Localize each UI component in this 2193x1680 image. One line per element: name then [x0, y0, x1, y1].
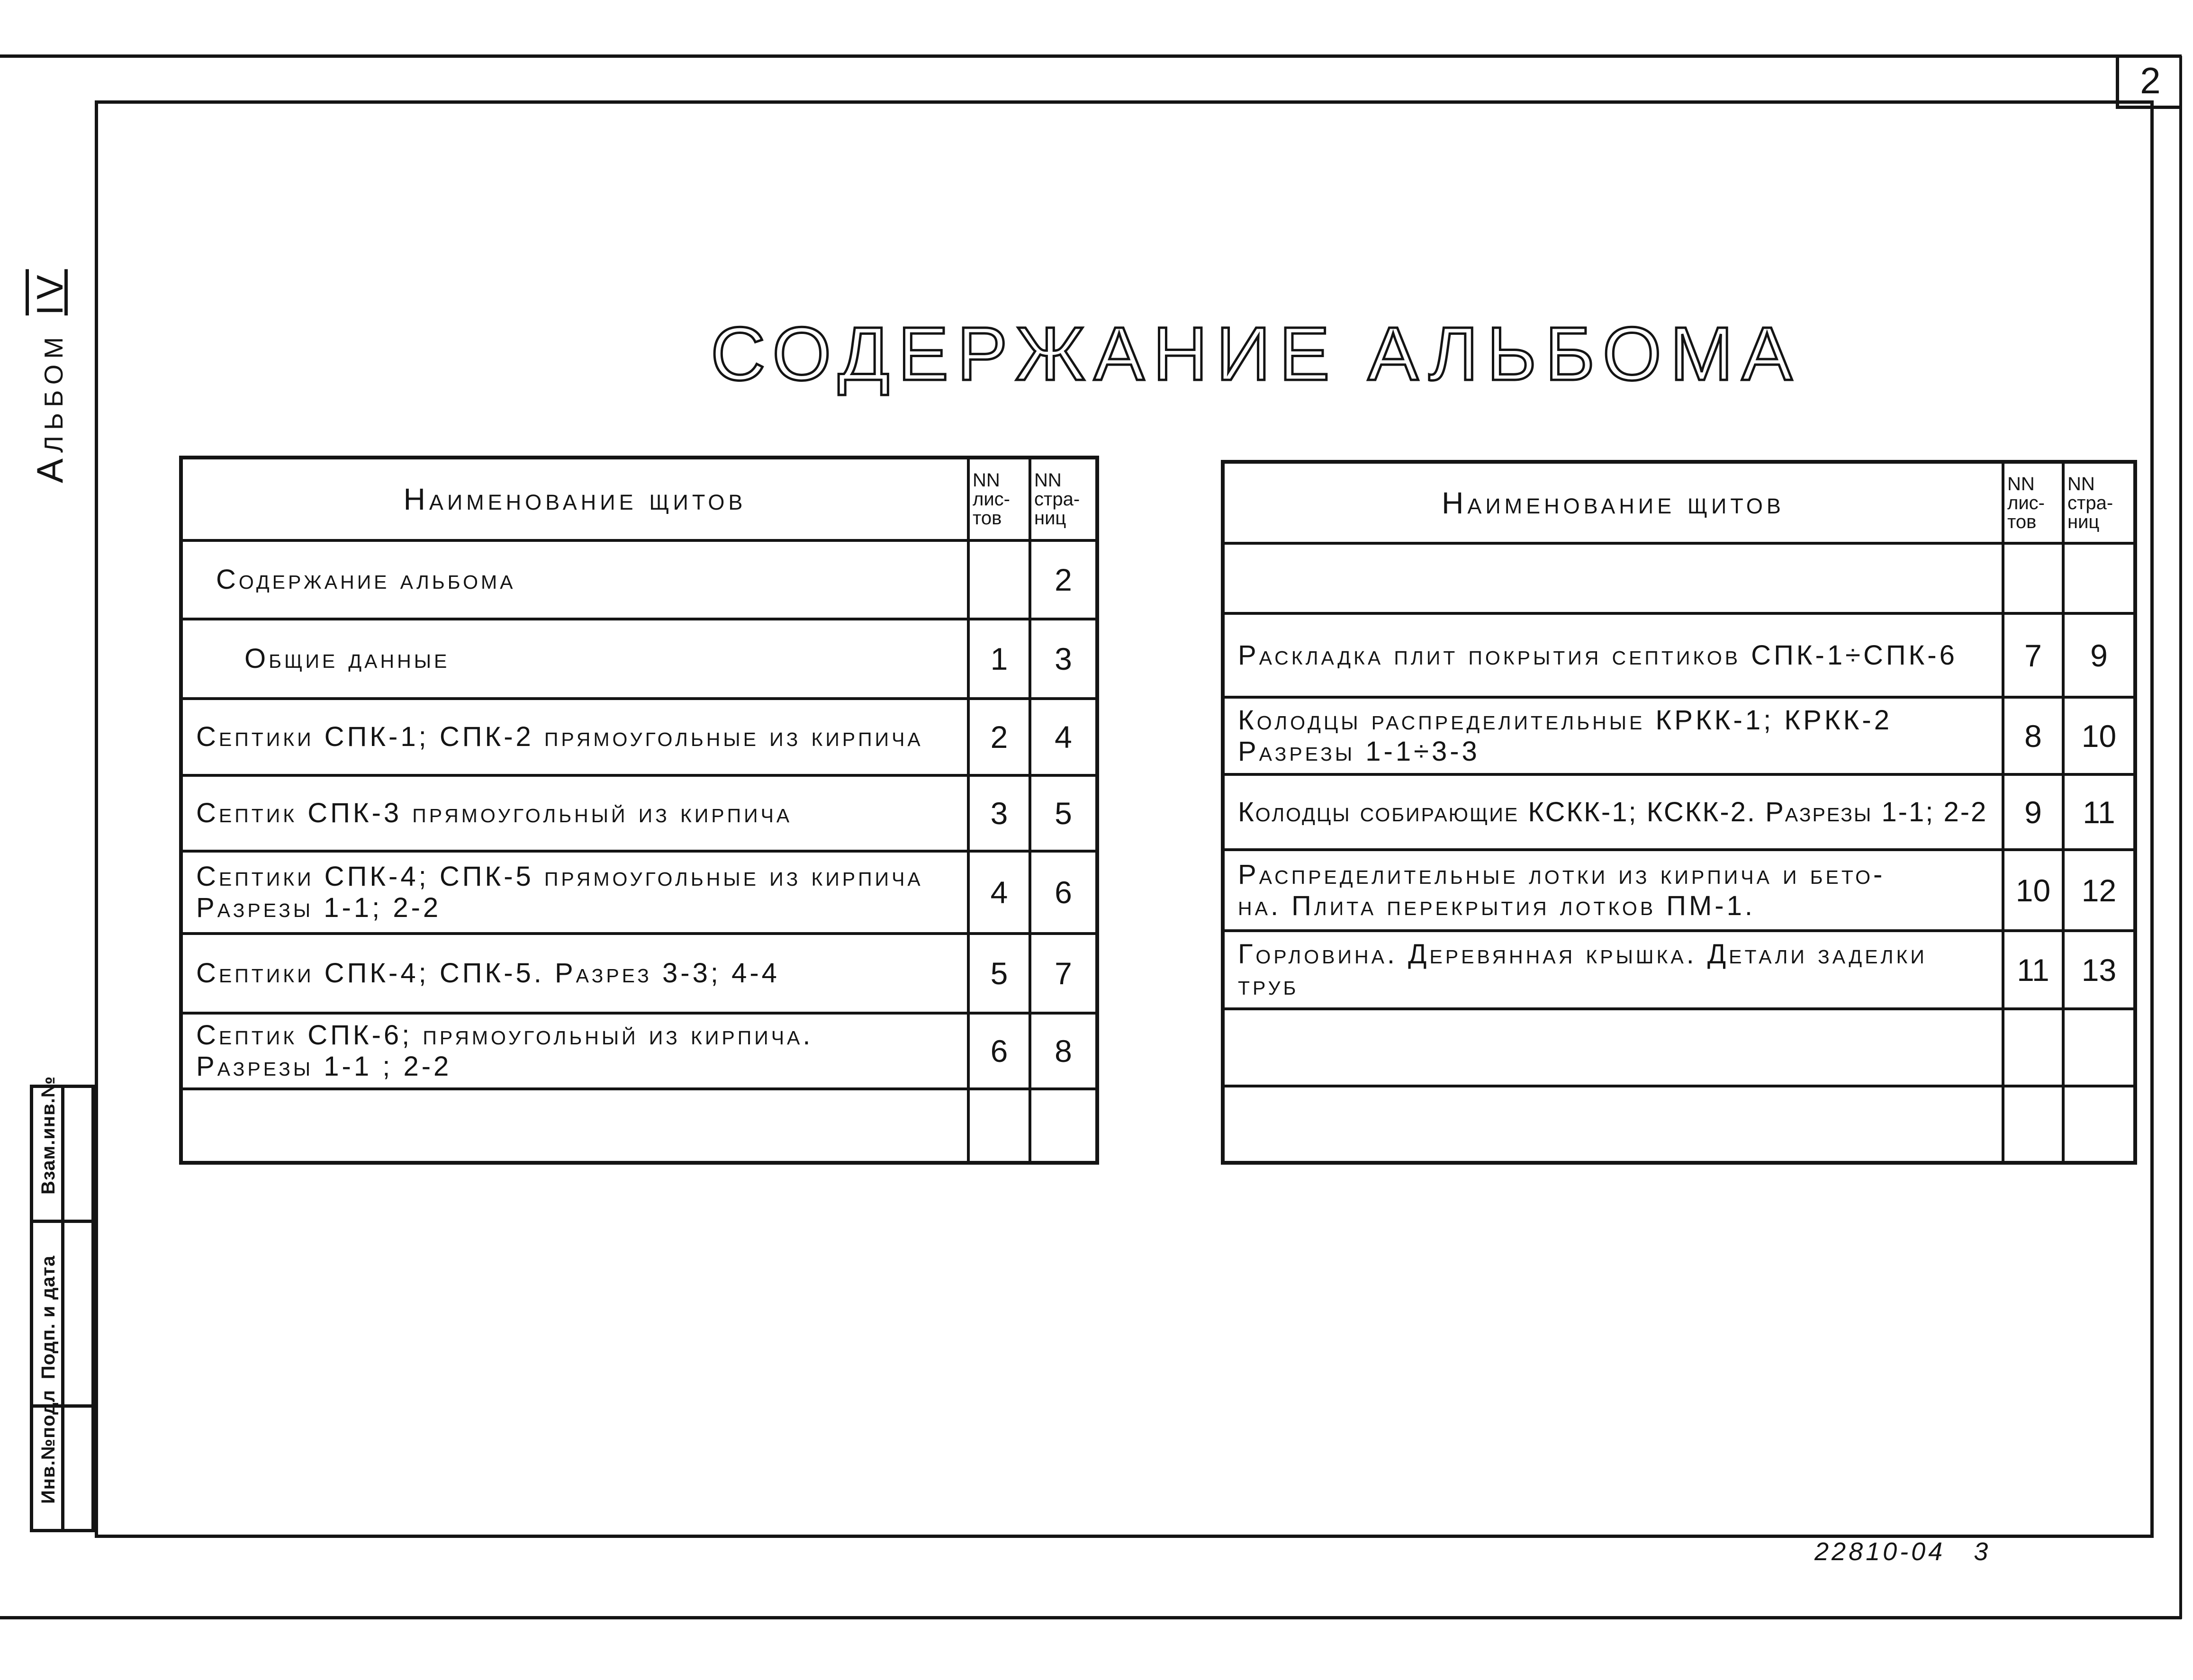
- row-sheet: [2004, 1087, 2065, 1161]
- row-page: [1031, 1090, 1095, 1161]
- row-sheet: 8: [2004, 699, 2065, 773]
- row-name: Септики СПК-4; СПК-5. Разрез 3-3; 4-4: [183, 935, 970, 1012]
- header-name: Наименование щитов: [1225, 464, 2004, 542]
- row-name: Септики СПК-1; СПК-2 прямоугольные из кирпича: [183, 700, 970, 774]
- row-name: Общие данные: [183, 620, 970, 697]
- row-sheet: [2004, 545, 2065, 612]
- row-name: Септики СПК-4; СПК-5 прямоугольные из кирпича Разрезы 1-1; 2-2: [183, 853, 970, 932]
- album-label: Альбом: [29, 331, 71, 483]
- row-name: Горловина. Деревянная крышка. Детали заделки труб: [1225, 932, 2004, 1007]
- row-name: Колодцы собирающие КСКК-1; КСКК-2. Разрезы 1-1; 2-2: [1225, 776, 2004, 848]
- row-page: 4: [1055, 719, 1072, 755]
- approval-stamp: [30, 1076, 95, 1532]
- header-sheets: NN лис- тов: [2004, 464, 2065, 542]
- stamp-inv-no-label: Инв.№подл: [38, 1389, 59, 1504]
- row-name: Раскладка плит покрытия септиков СПК-1÷СПК-6: [1225, 615, 2004, 696]
- row-sheet: 5: [970, 935, 1031, 1012]
- contents-table-left: [179, 456, 1099, 1165]
- table-row: [183, 700, 1095, 777]
- table-row: [183, 853, 1095, 935]
- header-pages: NN стра- ниц: [2067, 473, 2113, 532]
- stamp-sign-date-label: Подп. и дата: [38, 1255, 59, 1379]
- row-sheet: 10: [2004, 851, 2065, 929]
- page-number: 2: [2140, 60, 2161, 101]
- sheet-number: 3: [1974, 1537, 1991, 1566]
- row-page: [2065, 545, 2133, 612]
- table-row: [1225, 545, 2133, 615]
- table-row: [1225, 776, 2133, 851]
- album-roman: IV: [29, 269, 71, 316]
- page-number-box: [2116, 56, 2182, 109]
- row-name: [1225, 1010, 2004, 1085]
- table-header: [183, 459, 1095, 542]
- table-row: [1225, 1010, 2133, 1087]
- row-page: 13: [2081, 952, 2117, 988]
- contents-table-right: [1221, 460, 2137, 1165]
- table-header: [1225, 464, 2133, 545]
- stamp-sign-date: [33, 1223, 91, 1408]
- table-row: [1225, 932, 2133, 1010]
- stamp-label-cell: [33, 1223, 64, 1404]
- row-page: 6: [1055, 875, 1072, 910]
- row-sheet: 6: [970, 1015, 1031, 1087]
- row-page: [2065, 1087, 2133, 1161]
- row-sheet: [970, 542, 1031, 618]
- table-row: [1225, 699, 2133, 776]
- row-page: 12: [2081, 872, 2117, 908]
- table-row: [183, 1090, 1095, 1161]
- stamp-replace-inv-label: Взам.инв.№: [38, 1076, 59, 1195]
- header-name: Наименование щитов: [183, 459, 970, 539]
- row-page: 2: [1055, 562, 1072, 597]
- table-row: [1225, 851, 2133, 932]
- bottom-border-line: [0, 1616, 2182, 1619]
- row-page: 9: [2090, 638, 2108, 673]
- row-name: Септик СПК-6; прямоугольный из кирпича. Разрезы 1-1 ; 2-2: [183, 1015, 970, 1087]
- header-pages: NN стра- ниц: [1034, 470, 1080, 529]
- header-sheets: NN лис- тов: [970, 459, 1031, 539]
- row-page: 10: [2081, 718, 2117, 754]
- row-name: [1225, 1087, 2004, 1161]
- stamp-label-cell: [33, 1389, 64, 1529]
- row-sheet: 3: [970, 777, 1031, 850]
- top-border-line: [0, 54, 2182, 58]
- stamp-inv-no: [33, 1389, 91, 1529]
- table-row: [1225, 1087, 2133, 1161]
- table-row: [1225, 615, 2133, 699]
- table-row: [183, 1015, 1095, 1090]
- stamp-label-cell: [33, 1076, 64, 1220]
- row-sheet: 7: [2004, 615, 2065, 696]
- row-sheet: [970, 1090, 1031, 1161]
- table-row: [183, 935, 1095, 1015]
- row-name: Распределительные лотки из кирпича и бето- на. Плита перекрытия лотков ПМ-1.: [1225, 851, 2004, 929]
- row-page: [2065, 1010, 2133, 1085]
- row-name: Септик СПК-3 прямоугольный из кирпича: [183, 777, 970, 850]
- document-number: [1814, 1537, 1991, 1566]
- row-sheet: 1: [970, 620, 1031, 697]
- row-page: 3: [1055, 641, 1072, 676]
- stamp-replace-inv: [33, 1076, 91, 1223]
- row-sheet: 11: [2004, 932, 2065, 1007]
- table-row: [183, 620, 1095, 700]
- right-edge-line: [2179, 56, 2182, 1619]
- row-name: [1225, 545, 2004, 612]
- row-page: 7: [1055, 956, 1072, 991]
- row-page: 11: [2083, 794, 2115, 830]
- album-side-label: [28, 269, 76, 483]
- table-row: [183, 777, 1095, 853]
- row-name: Содержание альбома: [183, 542, 970, 618]
- page-title: СОДЕРЖАНИЕ АЛЬБОМА: [711, 311, 1801, 396]
- table-row: [183, 542, 1095, 620]
- row-page: 8: [1055, 1033, 1072, 1069]
- row-sheet: 9: [2004, 776, 2065, 848]
- row-sheet: 4: [970, 853, 1031, 932]
- row-sheet: 2: [970, 700, 1031, 774]
- row-name: [183, 1090, 970, 1161]
- row-sheet: [2004, 1010, 2065, 1085]
- row-page: 5: [1055, 796, 1072, 831]
- doc-code: 22810-04: [1814, 1537, 1946, 1566]
- row-name: Колодцы распределительные КРКК-1; КРКК-2 Разрезы 1-1÷3-3: [1225, 699, 2004, 773]
